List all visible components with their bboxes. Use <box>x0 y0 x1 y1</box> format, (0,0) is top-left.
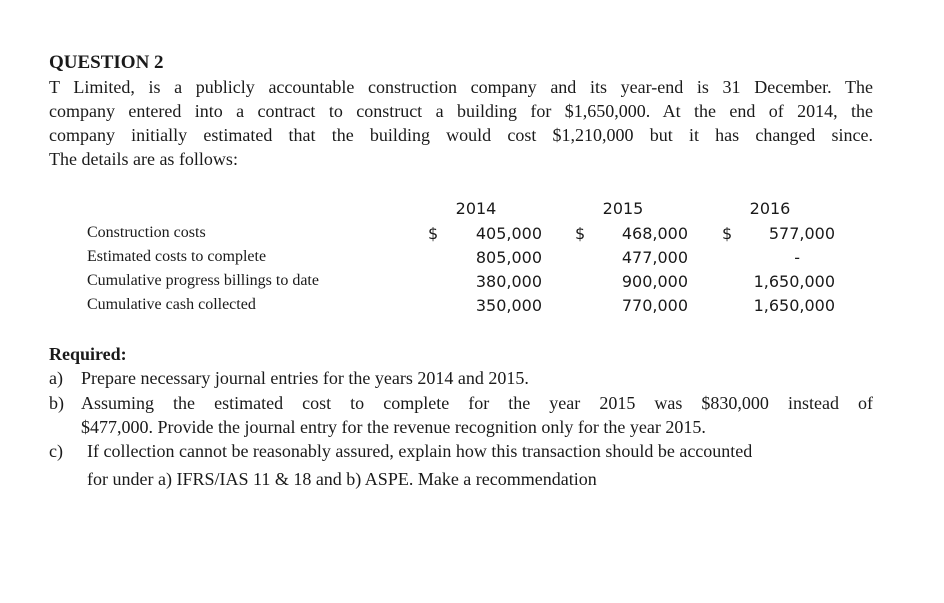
cell-progress-billings-2016: 1,650,000 <box>753 272 835 291</box>
intro-line-3: company initially estimated that the building would cost $1,210,000 but it has changed since. <box>49 125 873 145</box>
item-b-line-2: $477,000. Provide the journal entry for the revenue recognition only for the year 2015. <box>81 417 706 437</box>
item-a-marker: a) <box>49 368 63 388</box>
intro-line-2: company entered into a contract to construct a building for $1,650,000. At the end of 2014, the <box>49 101 873 121</box>
year-header-2015: 2015 <box>602 199 644 218</box>
cell-estimated-costs-2015: 477,000 <box>621 248 688 267</box>
intro-line-1: T Limited, is a publicly accountable construction company and its year-end is 31 December. The <box>49 77 873 97</box>
cell-cash-collected-2014: 350,000 <box>475 296 542 315</box>
cell-estimated-costs-2016: - <box>794 248 800 267</box>
row-label-cash-collected: Cumulative cash collected <box>87 296 256 313</box>
item-b-line-1: Assuming the estimated cost to complete for the year 2015 was $830,000 instead of <box>81 393 873 413</box>
year-header-2016: 2016 <box>749 199 791 218</box>
item-b-marker: b) <box>49 393 64 413</box>
item-c-marker: c) <box>49 441 63 461</box>
question-title: QUESTION 2 <box>49 52 164 73</box>
cell-construction-costs-2014: 405,000 <box>475 224 542 243</box>
intro-line-4: The details are as follows: <box>49 149 238 169</box>
cell-cash-collected-2015: 770,000 <box>621 296 688 315</box>
item-a-line-1: Prepare necessary journal entries for the years 2014 and 2015. <box>81 368 529 388</box>
dollar-sign-2015: $ <box>575 224 586 243</box>
cell-estimated-costs-2014: 805,000 <box>475 248 542 267</box>
cell-progress-billings-2014: 380,000 <box>475 272 542 291</box>
cell-cash-collected-2016: 1,650,000 <box>753 296 835 315</box>
item-c-line-2: for under a) IFRS/IAS 11 & 18 and b) ASPE. Make a recommendation <box>87 469 597 489</box>
cell-progress-billings-2015: 900,000 <box>621 272 688 291</box>
cell-construction-costs-2016: 577,000 <box>768 224 835 243</box>
row-label-construction-costs: Construction costs <box>87 224 206 241</box>
required-heading: Required: <box>49 344 127 364</box>
row-label-estimated-costs: Estimated costs to complete <box>87 248 267 265</box>
year-header-2014: 2014 <box>455 199 497 218</box>
item-c-line-1: If collection cannot be reasonably assured, explain how this transaction should be accounted <box>87 441 753 461</box>
row-label-progress-billings: Cumulative progress billings to date <box>87 272 319 289</box>
cell-construction-costs-2015: 468,000 <box>621 224 688 243</box>
dollar-sign-2016: $ <box>722 224 733 243</box>
dollar-sign-2014: $ <box>428 224 439 243</box>
